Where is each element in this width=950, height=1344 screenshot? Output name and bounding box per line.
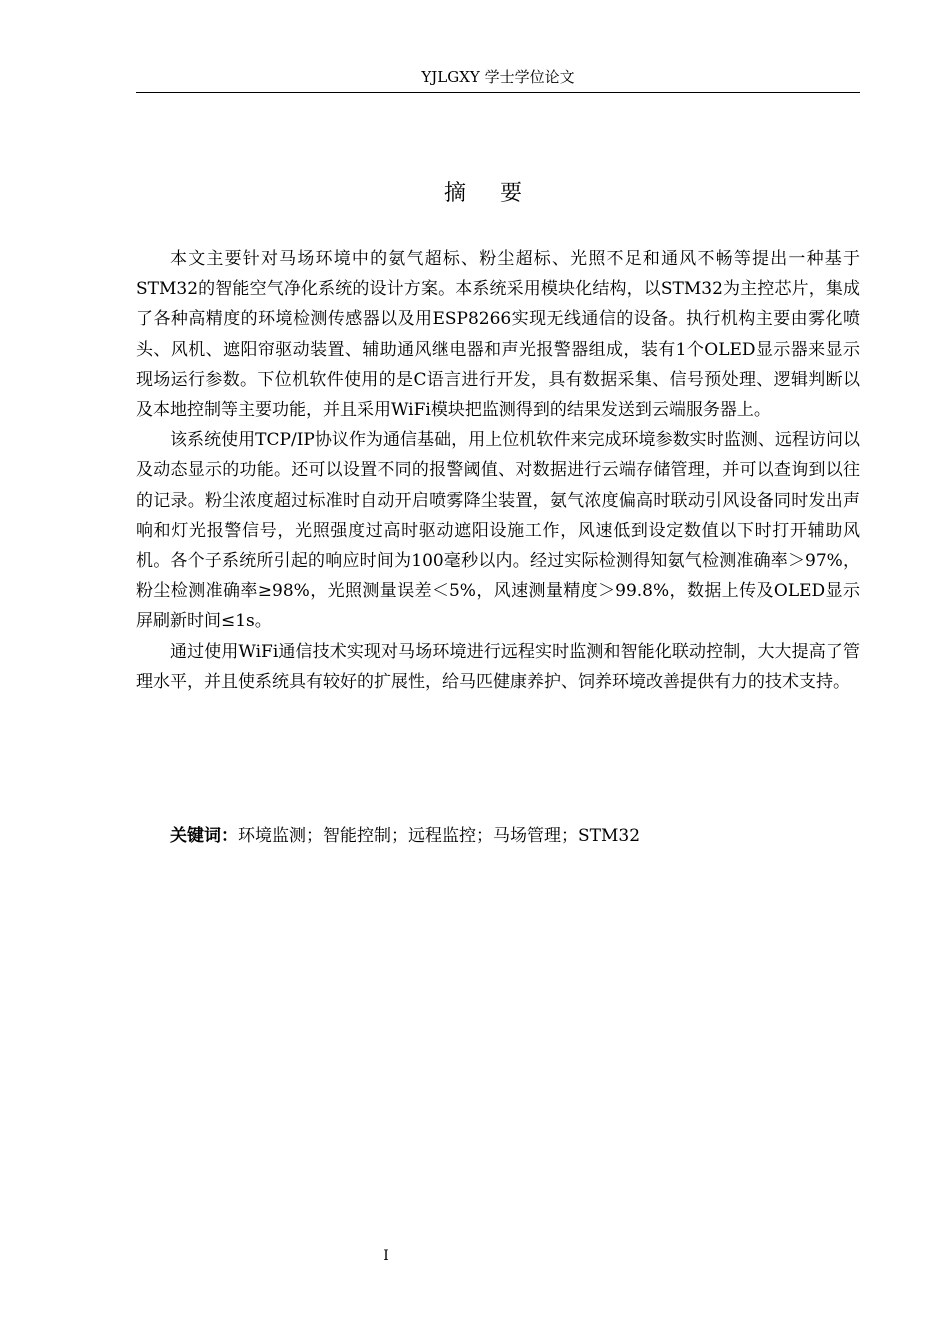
keywords-list: 环境监测；智能控制；远程监控；马场管理；STM32 — [238, 826, 641, 846]
abstract-paragraph-2: 该系统使用TCP/IP协议作为通信基础，用上位机软件来完成环境参数实时监测、远程访问以及动态显示的功能。还可以设置不同的报警阈值、对数据进行云端存储管理，并可以查询到以往的记录。粉尘浓度超过标准时自动开启喷雾降尘装置，氨气浓度偏高时联动引风设备同时发出声响和灯光报警信号，光照强度过高时驱动遮阳设施工作，风速低到设定数值以下时打开辅助风机。各个子系统所引起的响应时间为100毫秒以内。经过实际检测得知氨气检测准确率＞97%，粉尘检测准确率≥98%，光照测量误差＜5%，风速测量精度＞99.8%，数据上传及OLED显示屏刷新时间≤1s。 — [136, 430, 860, 632]
abstract-paragraph-3: 通过使用WiFi通信技术实现对马场环境进行远程实时监测和智能化联动控制，大大提高了管理水平，并且使系统具有较好的扩展性，给马匹健康养护、饲养环境改善提供有力的技术支持。 — [136, 641, 860, 692]
abstract-title: 摘要 — [443, 181, 556, 206]
page-number: I — [383, 1248, 389, 1264]
keywords-line — [136, 822, 860, 850]
keywords-label: 关键词： — [170, 826, 238, 846]
running-header-text: YJLGXY 学士学位论文 — [421, 68, 575, 86]
abstract-body — [136, 244, 860, 697]
running-header — [136, 66, 860, 93]
abstract-paragraph-1: 本文主要针对马场环境中的氨气超标、粉尘超标、光照不足和通风不畅等提出一种基于STM32的智能空气净化系统的设计方案。本系统采用模块化结构，以STM32为主控芯片，集成了各种高精度的环境检测传感器以及用ESP8266实现无线通信的设备。执行机构主要由雾化喷头、风机、遮阳帘驱动装置、辅助通风继电器和声光报警器组成，装有1个OLED显示器来显示现场运行参数。下位机软件使用的是C语言进行开发，具有数据采集、信号预处理、逻辑判断以及本地控制等主要功能，并且采用WiFi模块把监测得到的结果发送到云端服务器上。 — [136, 249, 860, 421]
